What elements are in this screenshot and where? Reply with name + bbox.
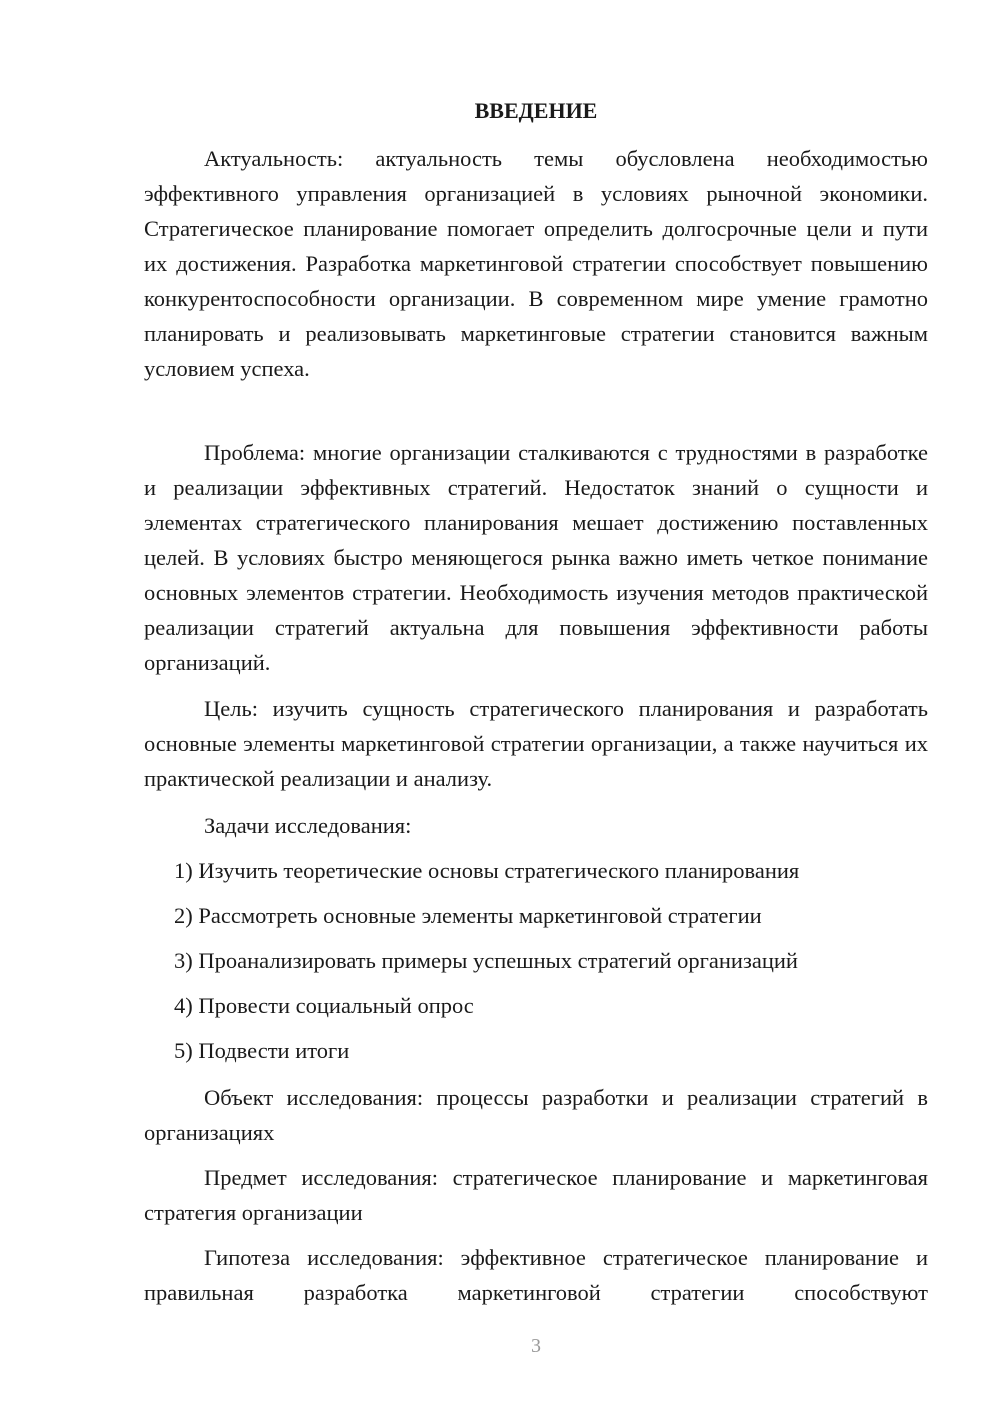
object-paragraph: Объект исследования: процессы разработки и реализации стратегий в организациях bbox=[144, 1085, 928, 1145]
page-title: ВВЕДЕНИЕ bbox=[474, 98, 598, 123]
subject-paragraph: Предмет исследования: стратегическое планирование и маркетинговая стратегия организации bbox=[144, 1165, 928, 1225]
hypothesis-paragraph: Гипотеза исследования: эффективное стратегическое планирование и правильная разработка маркетинговой стратегии способствуют bbox=[144, 1245, 928, 1305]
task-item: 5) Подвести итоги bbox=[174, 1038, 350, 1063]
problem-paragraph: Проблема: многие организации сталкиваются с трудностями в разработке и реализации эффективных стратегий. Недостаток знаний о сущности и элементах стратегического планирования мешает достижению поставленных целей. В условиях быстро меняющегося рынка важно иметь четкое понимание основных элементов стратегии. Необходимость изучения методов практической реализации стратегий актуальна для повышения эффективности работы организаций. bbox=[144, 440, 928, 675]
task-item: 3) Проанализировать примеры успешных стратегий организаций bbox=[174, 948, 798, 973]
relevance-paragraph: Актуальность: актуальность темы обусловлена необходимостью эффективного управления организацией в условиях рыночной экономики. Стратегическое планирование помогает определить долгосрочные цели и пути их достижения. Разработка маркетинговой стратегии способствует повышению конкурентоспособности организации. В современном мире умение грамотно планировать и реализовывать маркетинговые стратегии становится важным условием успеха. bbox=[144, 146, 928, 381]
task-item: 1) Изучить теоретические основы стратегического планирования bbox=[174, 858, 800, 883]
page-number: 3 bbox=[531, 1335, 541, 1357]
task-item: 2) Рассмотреть основные элементы маркетинговой стратегии bbox=[174, 903, 762, 928]
task-item: 4) Провести социальный опрос bbox=[174, 993, 474, 1018]
tasks-heading: Задачи исследования: bbox=[204, 813, 412, 838]
goal-paragraph: Цель: изучить сущность стратегического планирования и разработать основные элементы маркетинговой стратегии организации, а также научиться их практической реализации и анализу. bbox=[144, 696, 928, 791]
